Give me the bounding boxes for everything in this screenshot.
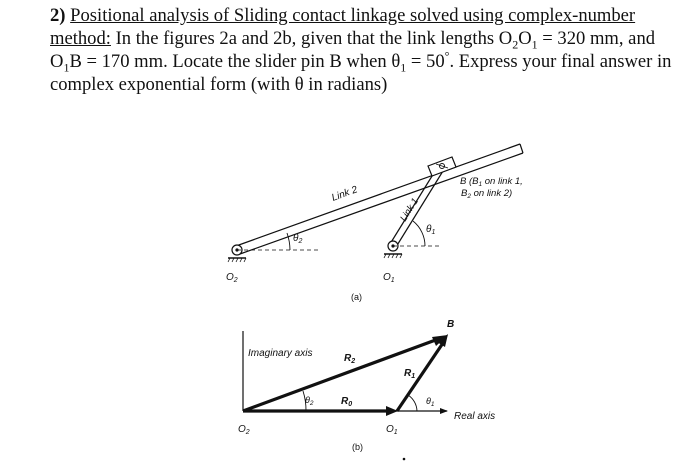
figure-b (238, 319, 495, 460)
link-2-bar (236, 144, 523, 254)
problem-text-o: O (518, 28, 532, 49)
b-label-line2: $B_2$ on link 2) (461, 188, 513, 200)
o2-label: $O_2$ (226, 272, 238, 284)
theta2-b-label: $\theta_2$ (305, 395, 314, 407)
figure-a-caption: (a) (351, 292, 362, 302)
problem-title: Positional analysis of Sliding contact linkage solved using complex-number method: (50, 5, 636, 49)
link-1-label: Link 1 (398, 196, 421, 224)
subscript: 1 (63, 60, 70, 75)
o2-b-label: $O_2$ (238, 424, 250, 436)
r1-label: $R_1$ (404, 368, 416, 380)
b-point-label: B (447, 319, 455, 330)
theta1-arc (408, 395, 417, 411)
theta1-label: $\theta_1$ (426, 224, 436, 236)
o1-b-label: $O_1$ (386, 424, 398, 436)
o1-pivot (384, 241, 402, 258)
problem-text-3: B = 170 mm. Locate the slider pin B when θ (69, 51, 401, 72)
vector-r0-arrowhead (386, 406, 398, 416)
theta2-label: $\theta_2$ (293, 233, 303, 245)
problem-text-4: = 50 (406, 51, 445, 72)
imaginary-axis-label: Imaginary axis (248, 348, 313, 359)
o1-label: $O_1$ (383, 272, 395, 284)
o2-pivot (228, 245, 246, 262)
b-label-line1: B ($B_1$ on link 1, (460, 176, 523, 188)
problem-number: 2) (50, 5, 66, 26)
theta1-b-label: $\theta_1$ (426, 396, 435, 408)
r2-label: $R_2$ (344, 353, 356, 365)
degree-sign: ° (444, 48, 450, 63)
figure-b-caption: (b) (352, 442, 363, 452)
dot-mark (403, 458, 406, 461)
subscript: 2 (512, 37, 519, 52)
problem-text-5: . Express your final answer in complex exponential form (with θ in radians) (50, 51, 672, 95)
figure-a (226, 144, 523, 302)
problem-text-2: = 320 mm, and O (50, 28, 656, 72)
link-2-label: Link 2 (330, 184, 360, 204)
r0-label: $R_0$ (341, 396, 353, 408)
subscript: 1 (531, 37, 538, 52)
real-axis-label: Real axis (454, 411, 496, 422)
subscript: 1 (400, 60, 407, 75)
problem-text-1: In the figures 2a and 2b, given that the link lengths O (115, 28, 513, 49)
